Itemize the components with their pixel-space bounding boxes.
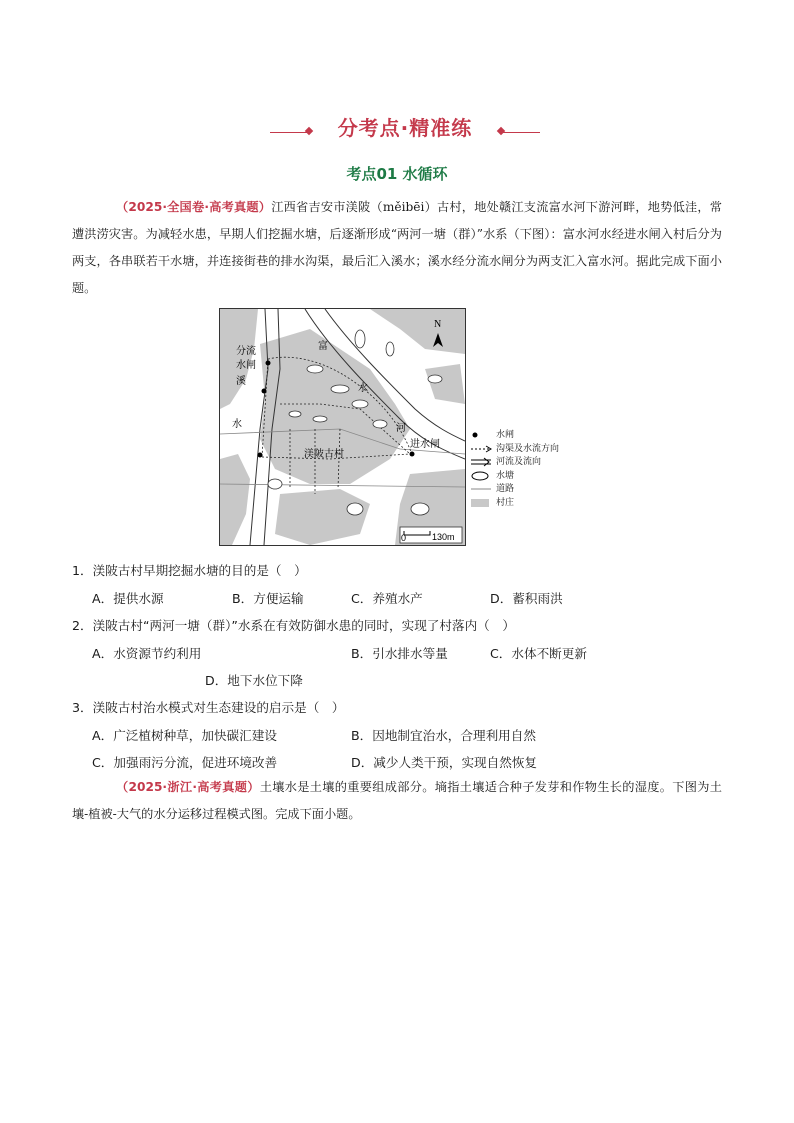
passage-2-source: （2025·浙江·高考真题）: [116, 780, 260, 794]
legend-label: 水塘: [496, 469, 515, 480]
banner-right-line: [502, 132, 540, 133]
sluice-dot-icon: [470, 430, 492, 440]
legend-label: 河流及流向: [496, 456, 542, 466]
pond: [428, 375, 442, 383]
pond: [268, 479, 282, 489]
legend-row: [470, 469, 590, 483]
question-2-option-a[interactable]: A．水资源节约利用: [92, 646, 202, 661]
village-area: [275, 489, 370, 545]
pond-outline-icon: [470, 471, 492, 481]
scale-label: 130m: [432, 532, 455, 542]
question-1-option-c[interactable]: C．养殖水产: [351, 591, 423, 606]
passage-2-text: 土壤水是土壤的重要组成部分。墒指土壤适合种子发芽和作物生长的湿度。下图为土壤-植被-大气的水分运移过程模式图。完成下面小题。: [72, 780, 722, 821]
section-title: 考点01 水循环: [346, 165, 448, 183]
pond: [411, 503, 429, 515]
legend-row: [470, 455, 590, 469]
question-1-option-b[interactable]: B．方便运输: [232, 591, 304, 606]
passage-1-source: （2025·全国卷·高考真题）: [116, 200, 272, 214]
question-1-stem: 1．渼陂古村早期挖掘水塘的目的是（ ）: [72, 563, 307, 578]
pond: [386, 342, 394, 356]
pond: [373, 420, 387, 428]
question-2-option-b[interactable]: B．引水排水等量: [351, 646, 448, 661]
question-1-option-d[interactable]: D．蓄积雨洪: [490, 591, 563, 606]
pond: [289, 411, 301, 417]
pond: [331, 385, 349, 393]
label-jinshuizha: 进水闸: [410, 439, 440, 450]
canal-dashed-arrow-icon: [470, 444, 492, 454]
map-legend: [470, 428, 590, 509]
banner-title: 分考点·精准练: [337, 116, 473, 140]
label-shui: 水: [232, 419, 242, 430]
legend-label: 沟渠及水流方向: [496, 442, 560, 453]
north-label: N: [434, 319, 442, 330]
question-2-stem: 2．渼陂古村“两河一塘（群）”水系在有效防御水患的同时，实现了村落内（ ）: [72, 618, 515, 633]
sluice-dot: [410, 452, 415, 457]
label-village: 渼陂古村: [304, 449, 344, 460]
village-water-map: [219, 308, 466, 546]
scale-bar: [400, 527, 462, 543]
banner-left-line: [270, 132, 308, 133]
pond: [307, 365, 323, 373]
label-shui2: 水: [358, 383, 368, 394]
road-line-icon: [470, 484, 492, 494]
question-3-option-a[interactable]: A．广泛植树种草，加快碳汇建设: [92, 728, 277, 743]
question-2-option-d[interactable]: D．地下水位下降: [205, 673, 303, 688]
question-1-option-a[interactable]: A．提供水源: [92, 591, 164, 606]
map-svg: [220, 309, 465, 545]
village-area: [220, 309, 258, 409]
legend-row: [470, 482, 590, 496]
pond: [347, 503, 363, 515]
legend-row: [470, 428, 590, 442]
scale-zero: 0: [401, 533, 407, 543]
river-arrow-icon: [470, 457, 492, 467]
sluice-dot: [258, 453, 263, 458]
pond: [352, 400, 368, 408]
question-3-stem: 3．渼陂古村治水模式对生态建设的启示是（ ）: [72, 700, 345, 715]
label-shuizha: 水闸: [236, 360, 256, 371]
passage-1-text: 江西省吉安市渼陂（měibēi）古村，地处赣江支流富水河下游河畔，地势低洼，常遭洪涝灾害。为减轻水患，早期人们挖掘水塘，后逐渐形成“两河一塘（群）”水系（下图）：富水河水经进水闸入村后分为两支，各串联若干水塘，并连接街巷的排水沟渠，最后汇入溪水；溪水经分流水闸分为两支汇入富水河。据此完成下面小题。: [72, 200, 722, 295]
question-2-option-c[interactable]: C．水体不断更新: [490, 646, 587, 661]
sluice-dot: [266, 361, 271, 366]
legend-label: 道路: [496, 483, 515, 493]
question-3-option-d[interactable]: D．减少人类干预，实现自然恢复: [351, 755, 538, 770]
legend-row: [470, 496, 590, 510]
village-area: [370, 309, 465, 354]
passage-1: [72, 194, 722, 302]
question-3-option-c[interactable]: C．加强雨污分流，促进环境改善: [92, 755, 278, 770]
label-fu: 富: [318, 341, 328, 352]
village-area: [220, 454, 250, 545]
question-3-option-b[interactable]: B．因地制宜治水，合理利用自然: [351, 728, 536, 743]
pond: [355, 330, 365, 348]
legend-label: 水闸: [496, 429, 515, 439]
passage-2: [72, 774, 722, 828]
village-area: [425, 364, 465, 404]
label-fenliu: 分流: [236, 346, 256, 357]
pond: [313, 416, 327, 422]
sluice-dot: [262, 389, 267, 394]
banner-left-diamond: [305, 127, 313, 135]
label-he: 河: [396, 423, 406, 434]
legend-label: 村庄: [496, 496, 515, 507]
header-banner: [270, 112, 540, 142]
label-xi: 溪: [236, 376, 246, 387]
legend-row: [470, 442, 590, 456]
village-fill-icon: [470, 498, 492, 508]
banner-right-diamond: [497, 127, 505, 135]
